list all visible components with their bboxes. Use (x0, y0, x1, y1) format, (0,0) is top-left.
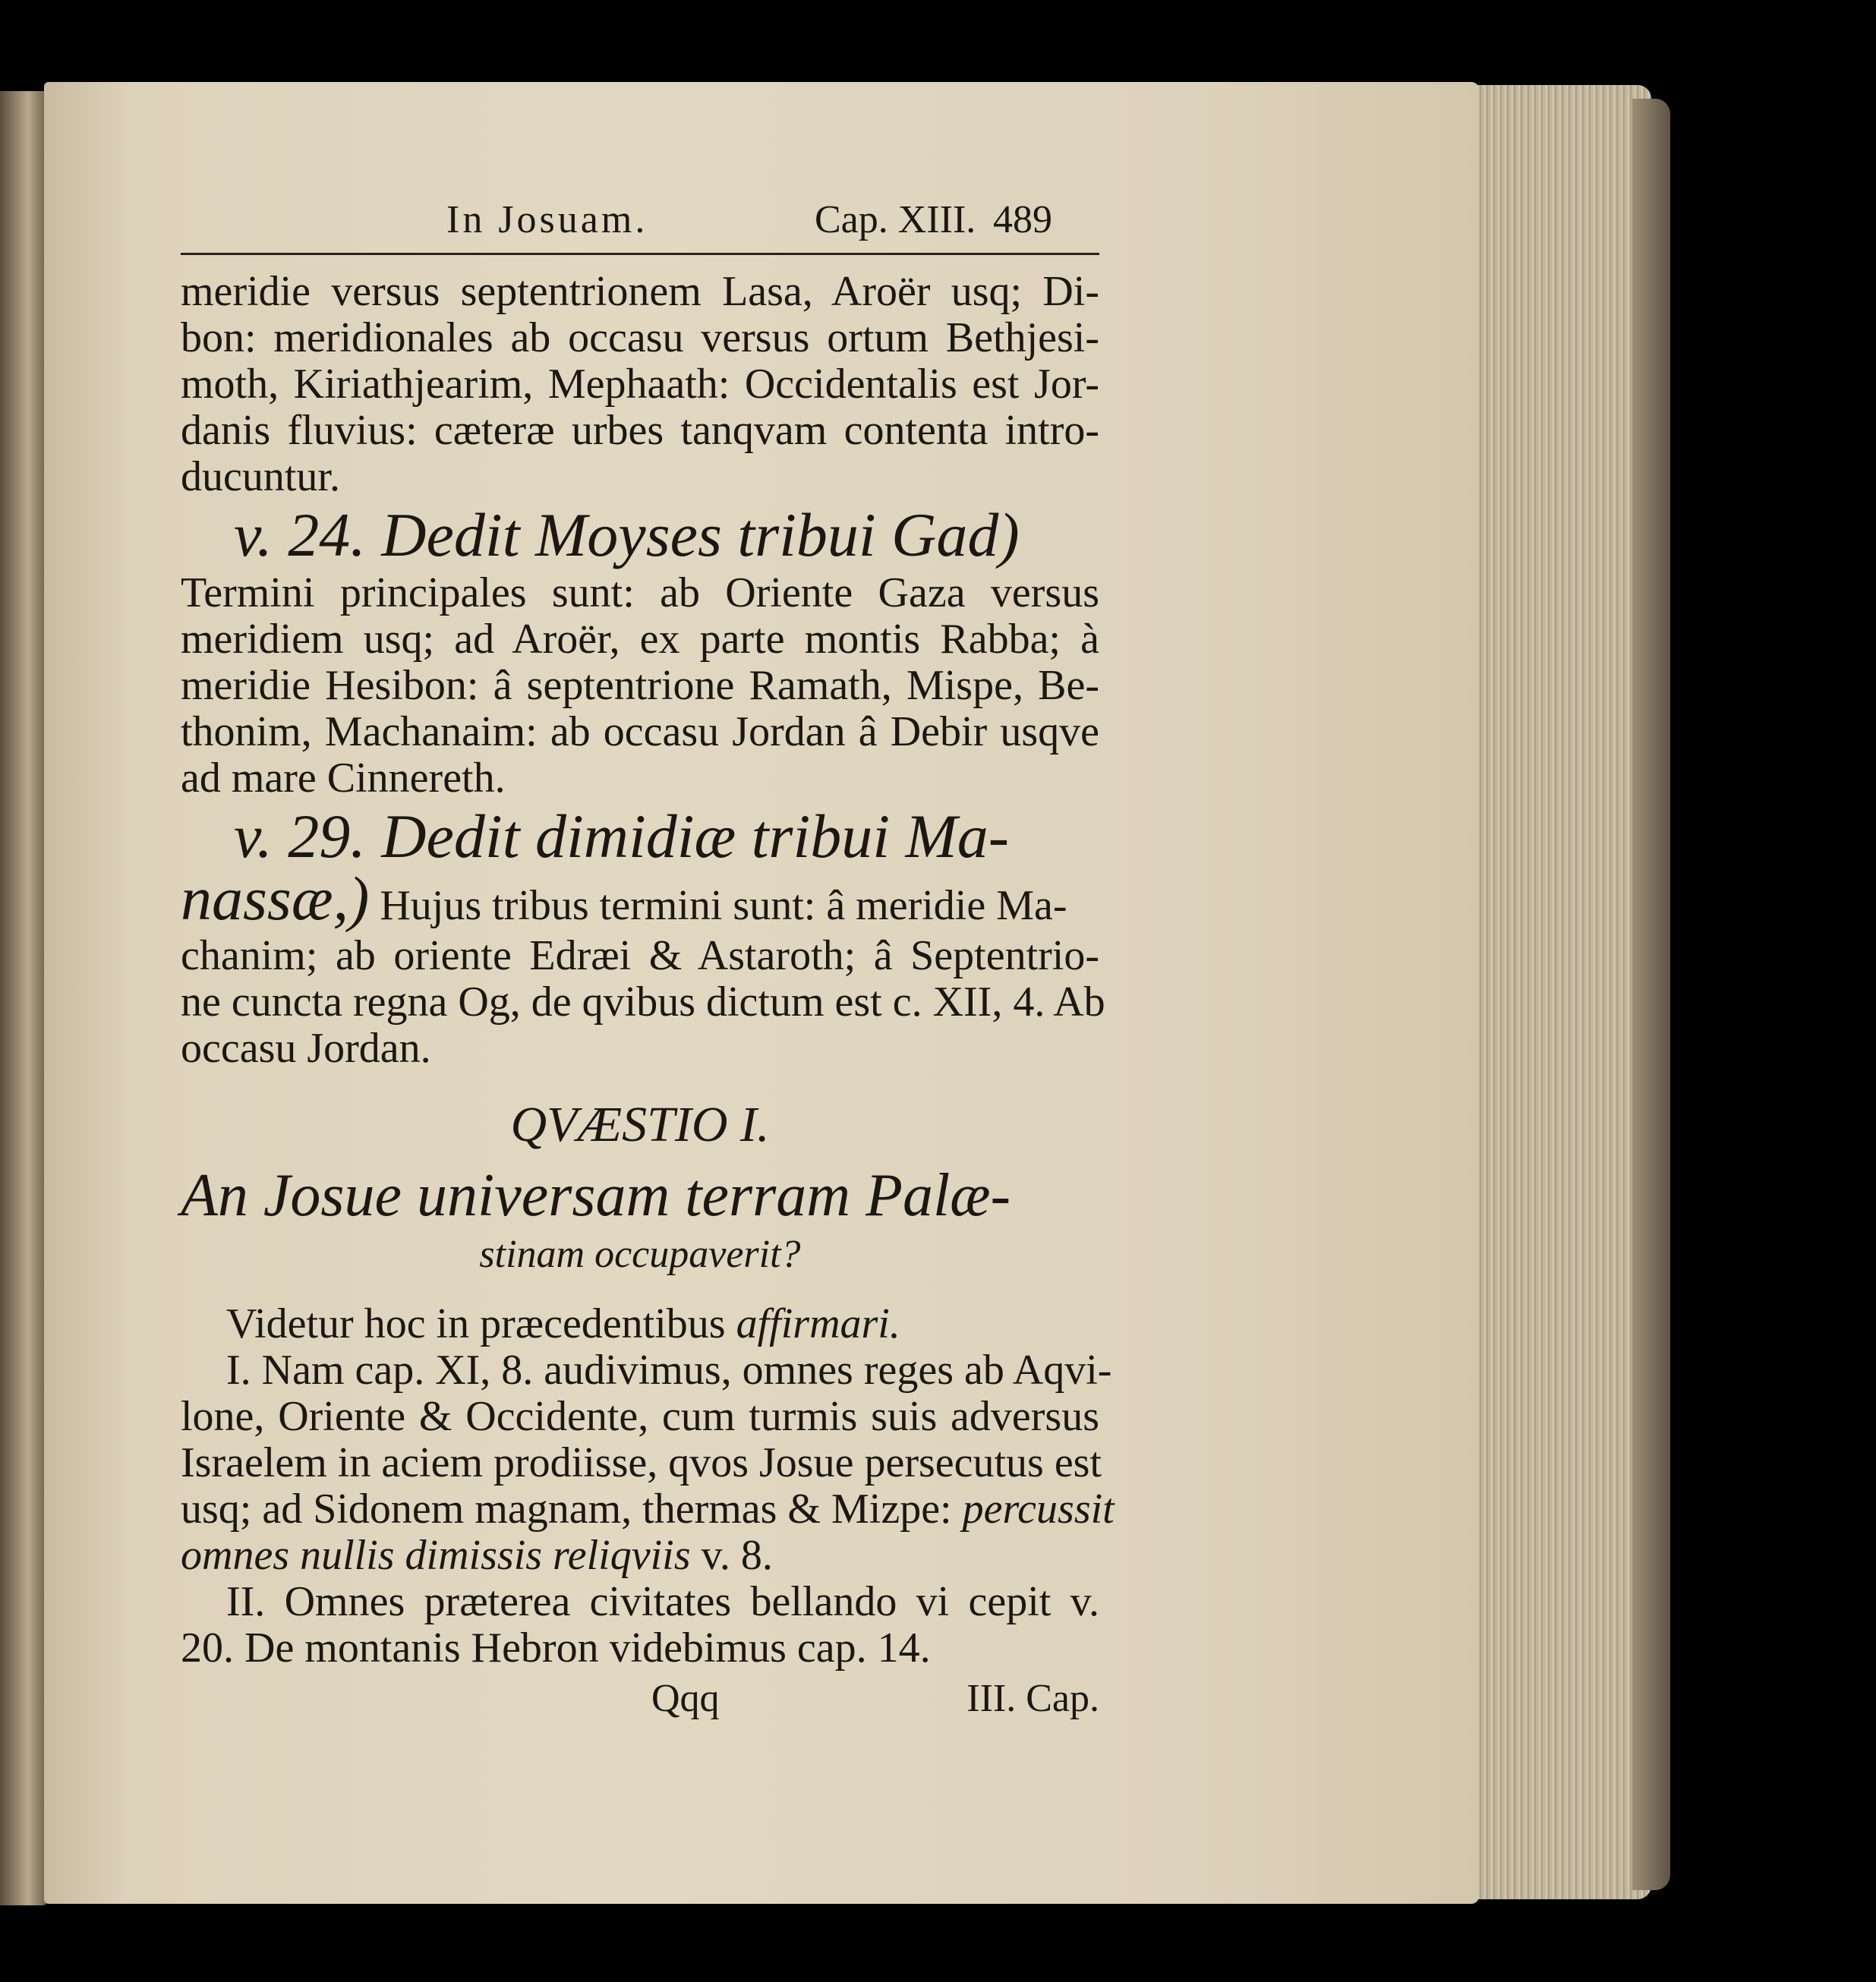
italic-segment: percussit (962, 1486, 1115, 1533)
verse-heading-29-continuation (181, 864, 1099, 933)
question-title: QVÆSTIO I. (510, 1097, 770, 1152)
text-line: Termini principales sunt: ab Oriente Gaza versus (181, 569, 1099, 616)
text-line: lone, Oriente & Occidente, cum turmis suis adversus (181, 1393, 1099, 1440)
text-line: I. Nam cap. XI, 8. audivimus, omnes reges ab Aqvi- (226, 1347, 1112, 1394)
verse-heading-29-italic: nassæ,) (181, 864, 370, 933)
verse-heading-29: v. 29. Dedit dimidiæ tribui Ma- (234, 802, 1010, 871)
verse-29-text: Hujus tribus termini sunt: â meridie Ma- (369, 882, 1067, 929)
facing-page-edge (0, 91, 47, 1905)
book-fore-edge (1632, 99, 1670, 1890)
text-line (181, 1301, 1099, 1347)
running-chapter: Cap. XIII. (815, 198, 976, 241)
signature-mark: Qqq (651, 1677, 720, 1720)
text-line: ne cuncta regna Og, de qvibus dictum est c. XII, 4. Ab (181, 978, 1105, 1026)
text-line: meridie versus septentrionem Lasa, Aroër usq; Di- (181, 268, 1099, 315)
text-line: meridiem usq; ad Aroër, ex parte montis Rabba; à (181, 616, 1099, 663)
text-line: danis fluvius: cæteræ urbes tanqvam contenta intro- (181, 407, 1099, 454)
text-line: moth, Kiriathjearim, Mephaath: Occidentalis est Jor- (181, 361, 1099, 408)
running-head (181, 194, 1099, 247)
page-footer (181, 1675, 1099, 1723)
text-line (181, 1486, 1115, 1533)
question-heading-line-2: stinam occupaverit? (479, 1233, 801, 1276)
text-segment: v. 8. (690, 1532, 773, 1579)
page-number: 489 (993, 198, 1052, 241)
text-line: ducuntur. (181, 453, 340, 500)
text-line: occasu Jordan. (181, 1025, 431, 1072)
text-line: meridie Hesibon: â septentrione Ramath, Mispe, Be- (181, 662, 1099, 709)
text-line: 20. De montanis Hebron videbimus cap. 14. (181, 1624, 931, 1672)
text-line: bon: meridionales ab occasu versus ortum Bethjesi- (181, 314, 1099, 361)
text-line: II. Omnes præterea civitates bellando vi cepit v. (226, 1578, 1099, 1625)
text-line: ad mare Cinnereth. (181, 755, 506, 802)
page-text (181, 194, 1115, 1723)
text-segment: Videtur hoc in præcedentibus (226, 1300, 736, 1347)
question-heading-line-1: An Josue universam terram Palæ- (181, 1162, 1011, 1229)
running-title: In Josuam. (446, 198, 648, 241)
text-line (181, 1533, 1099, 1579)
italic-segment: affirmari. (736, 1300, 900, 1347)
text-line: thonim, Machanaim: ab occasu Jordan â Debir usqve (181, 708, 1099, 755)
text-line: Israelem in aciem prodiisse, qvos Josue persecutus est (181, 1439, 1102, 1486)
verse-heading-24: v. 24. Dedit Moyses tribui Gad) (234, 500, 1020, 569)
page-block-edge (1469, 85, 1651, 1899)
header-rule (181, 253, 1099, 255)
italic-segment: omnes nullis dimissis reliqviis (181, 1532, 691, 1579)
text-segment: usq; ad Sidonem magnam, thermas & Mizpe: (181, 1486, 963, 1533)
catchword: III. Cap. (966, 1677, 1099, 1720)
text-line: chanim; ab oriente Edræi & Astaroth; â Septentrio- (181, 932, 1099, 979)
